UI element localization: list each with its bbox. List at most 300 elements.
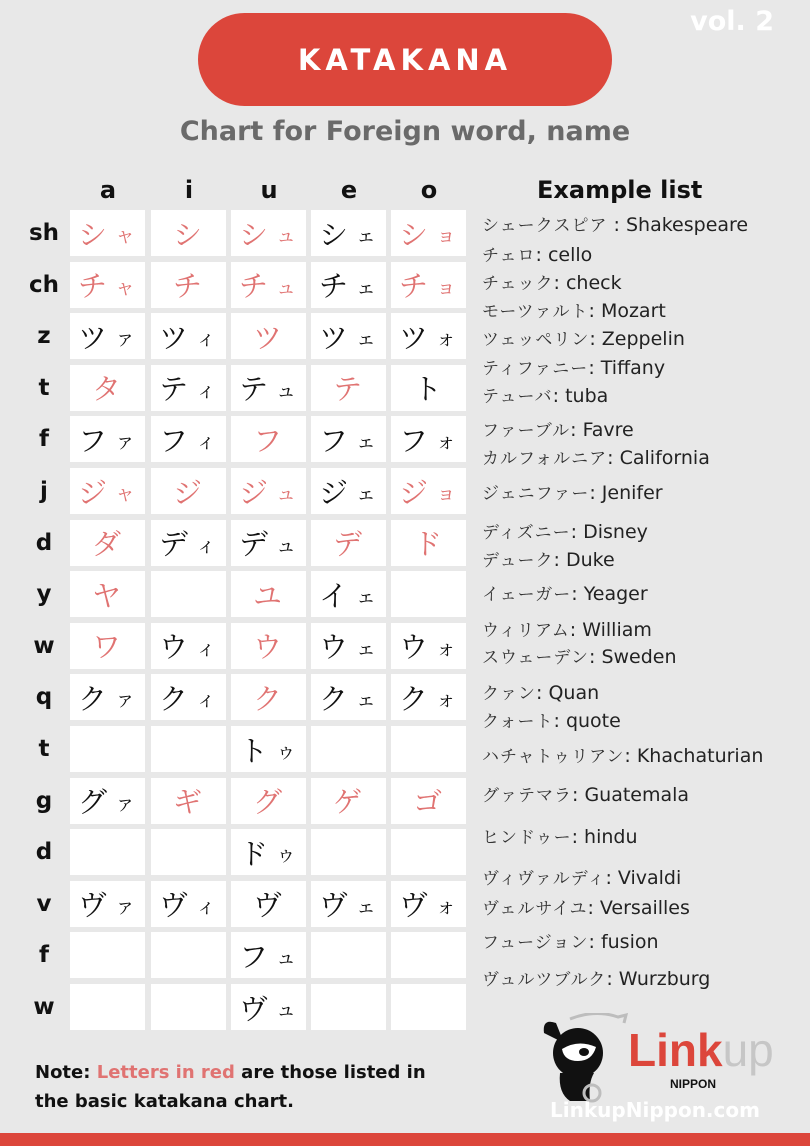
kana-main: ジ bbox=[318, 475, 350, 510]
example-item bbox=[482, 643, 677, 668]
row-header-g: g bbox=[35, 787, 53, 814]
kana-main: ト bbox=[412, 372, 444, 407]
kana-main: フ bbox=[252, 423, 284, 458]
kana-main: テ bbox=[238, 372, 270, 407]
kana-cell bbox=[311, 623, 386, 669]
kana-small: ャ bbox=[115, 481, 137, 505]
example-jp: イェーガー bbox=[482, 585, 572, 605]
example-sep: : bbox=[553, 549, 566, 571]
example-item bbox=[482, 382, 608, 407]
kana-small: ォ bbox=[436, 893, 458, 918]
kana-main: フ bbox=[398, 423, 430, 458]
example-en: quote bbox=[565, 710, 621, 732]
kana-main: ウ bbox=[252, 630, 284, 665]
kana-cell bbox=[311, 468, 386, 514]
row-header-d: d bbox=[35, 839, 53, 866]
logo-link: Link bbox=[628, 1024, 723, 1076]
kana-main: テ bbox=[332, 372, 364, 407]
kana-main: ツ bbox=[158, 320, 190, 355]
logo-up: up bbox=[722, 1024, 774, 1076]
kana-cell bbox=[151, 262, 226, 308]
example-en: Duke bbox=[565, 549, 615, 571]
website-url: LinkupNippon.com bbox=[550, 1098, 760, 1122]
example-item bbox=[482, 297, 666, 322]
example-item bbox=[482, 864, 681, 889]
kana-cell bbox=[70, 778, 145, 824]
kana-main: タ bbox=[91, 372, 123, 407]
kana-small: ュ bbox=[276, 997, 298, 1021]
kana-main: チ bbox=[172, 269, 204, 304]
kana-small: ァ bbox=[115, 893, 137, 918]
example-item bbox=[482, 928, 659, 953]
kana-main: ゴ bbox=[412, 785, 444, 820]
kana-small: ァ bbox=[115, 687, 137, 712]
kana-main: ウ bbox=[398, 630, 430, 665]
row-header-w: w bbox=[33, 632, 55, 659]
column-header-o: o bbox=[420, 176, 438, 204]
kana-cell bbox=[311, 520, 386, 566]
kana-cell bbox=[70, 468, 145, 514]
kana-main: フ bbox=[77, 423, 109, 458]
example-jp: フュージョン bbox=[482, 933, 589, 953]
page-subtitle: Chart for Foreign word, name bbox=[179, 116, 631, 147]
kana-cell bbox=[231, 416, 306, 462]
kana-cell bbox=[231, 674, 306, 720]
kana-cell bbox=[151, 778, 226, 824]
kana-cell bbox=[391, 984, 466, 1030]
logo-nippon: NIPPON bbox=[670, 1077, 717, 1091]
kana-main: シ bbox=[398, 217, 430, 252]
example-sep: : bbox=[589, 328, 602, 350]
row-header-f: f bbox=[38, 942, 49, 969]
kana-cell bbox=[70, 571, 145, 617]
example-jp: シェークスピア bbox=[482, 216, 608, 236]
example-item bbox=[482, 707, 621, 732]
example-sep: : bbox=[624, 745, 637, 767]
kana-cell bbox=[231, 365, 306, 411]
kana-main: シ bbox=[172, 217, 204, 252]
kana-small: ュ bbox=[276, 945, 298, 970]
kana-small: ェ bbox=[356, 274, 378, 299]
kana-cell bbox=[231, 210, 306, 256]
kana-main: チ bbox=[318, 269, 350, 304]
row-header-q: q bbox=[35, 684, 53, 711]
kana-main: シ bbox=[318, 217, 350, 252]
example-jp: ツェッペリン bbox=[482, 330, 590, 350]
kana-small: ァ bbox=[115, 326, 137, 351]
example-item bbox=[482, 965, 710, 990]
kana-main: チ bbox=[398, 269, 430, 304]
example-en: Jenifer bbox=[601, 482, 663, 504]
kana-main: デ bbox=[158, 527, 190, 562]
kana-small: ュ bbox=[276, 377, 298, 402]
example-item bbox=[482, 580, 648, 605]
kana-small: ァ bbox=[115, 790, 137, 815]
volume-label: vol. 2 bbox=[690, 6, 774, 37]
kana-cell bbox=[151, 726, 226, 772]
kana-small: ェ bbox=[356, 326, 378, 351]
example-sep: : bbox=[552, 385, 566, 407]
kana-cell bbox=[151, 623, 226, 669]
kana-main: ウ bbox=[158, 630, 190, 665]
example-en: Guatemala bbox=[584, 784, 690, 806]
kana-cell bbox=[391, 520, 466, 566]
column-header-e: e bbox=[340, 176, 358, 204]
kana-cell bbox=[311, 365, 386, 411]
kana-small: ォ bbox=[436, 326, 458, 351]
example-item bbox=[482, 211, 748, 236]
kana-cell bbox=[231, 984, 306, 1030]
row-header-j: j bbox=[40, 478, 48, 504]
kana-small: ェ bbox=[356, 481, 378, 505]
kana-small: ィ bbox=[196, 687, 218, 712]
example-en: Versailles bbox=[599, 897, 690, 919]
kana-cell bbox=[391, 365, 466, 411]
kana-main: グ bbox=[252, 785, 284, 820]
kana-small: ョ bbox=[436, 481, 458, 505]
example-sep: : bbox=[588, 931, 601, 953]
kana-cell bbox=[70, 932, 145, 978]
kana-main: ゲ bbox=[332, 785, 364, 820]
kana-cell bbox=[70, 313, 145, 359]
column-header-i: i bbox=[184, 176, 194, 204]
example-en: Sweden bbox=[601, 646, 677, 668]
kana-main: ヴ bbox=[238, 991, 270, 1026]
example-sep: : bbox=[572, 784, 585, 806]
kana-cell bbox=[311, 984, 386, 1030]
kana-small: ェ bbox=[356, 635, 378, 660]
kana-cell bbox=[391, 829, 466, 875]
example-sep: : bbox=[607, 447, 620, 469]
example-item bbox=[482, 679, 599, 704]
kana-small: ェ bbox=[356, 429, 378, 454]
kana-main: シ bbox=[238, 217, 270, 252]
kana-cell bbox=[311, 674, 386, 720]
kana-cell bbox=[70, 829, 145, 875]
title-banner bbox=[198, 13, 612, 106]
column-header-a: a bbox=[99, 176, 117, 204]
kana-cell bbox=[391, 932, 466, 978]
example-jp: スウェーデン bbox=[482, 648, 589, 668]
kana-main: ジ bbox=[398, 475, 430, 510]
kana-cell bbox=[151, 829, 226, 875]
kana-cell bbox=[70, 623, 145, 669]
example-item bbox=[482, 616, 652, 641]
example-en: Shakespeare bbox=[625, 214, 749, 236]
kana-cell bbox=[151, 571, 226, 617]
kana-main: ク bbox=[158, 681, 190, 716]
kana-cell bbox=[231, 829, 306, 875]
kana-cell bbox=[231, 726, 306, 772]
example-sep: : bbox=[553, 710, 566, 732]
kana-cell bbox=[391, 468, 466, 514]
example-jp: ヴュルツブルク bbox=[482, 970, 607, 990]
example-en: California bbox=[619, 447, 710, 469]
example-sep: : bbox=[569, 619, 583, 641]
example-en: Favre bbox=[582, 419, 634, 441]
example-jp: チェロ bbox=[482, 246, 536, 266]
row-header-w: w bbox=[33, 994, 55, 1020]
example-en: fusion bbox=[600, 931, 659, 953]
example-sep: : bbox=[535, 244, 548, 266]
column-header-u: u bbox=[260, 176, 278, 204]
example-sep: : bbox=[589, 482, 602, 504]
kana-small: ィ bbox=[196, 532, 218, 557]
kana-cell bbox=[231, 623, 306, 669]
kana-cell bbox=[311, 778, 386, 824]
example-jp: ファーブル bbox=[482, 421, 571, 441]
kana-main: フ bbox=[238, 939, 270, 974]
kana-cell bbox=[391, 571, 466, 617]
kana-cell bbox=[311, 881, 386, 927]
kana-main: ウ bbox=[318, 630, 350, 665]
kana-small: ュ bbox=[276, 532, 298, 557]
kana-main: ギ bbox=[172, 785, 204, 820]
kana-main: ヴ bbox=[318, 888, 350, 923]
kana-cell bbox=[391, 313, 466, 359]
kana-small: ェ bbox=[356, 893, 378, 918]
example-en: hindu bbox=[584, 826, 638, 848]
kana-cell bbox=[70, 365, 145, 411]
kana-main: ク bbox=[318, 681, 350, 716]
row-header-d: d bbox=[35, 529, 53, 556]
example-jp: ウィリアム bbox=[482, 621, 570, 641]
row-header-t: t bbox=[38, 736, 50, 762]
example-sep: : bbox=[607, 214, 626, 236]
kana-cell bbox=[311, 571, 386, 617]
example-item bbox=[482, 479, 663, 504]
kana-small: ュ bbox=[276, 274, 298, 299]
example-jp: チェック bbox=[482, 274, 554, 294]
kana-main: イ bbox=[318, 578, 350, 613]
kana-main: ヴ bbox=[398, 888, 430, 923]
kana-cell bbox=[151, 365, 226, 411]
kana-main: ツ bbox=[398, 320, 430, 355]
example-sep: : bbox=[553, 272, 566, 294]
row-header-t: t bbox=[38, 374, 50, 401]
kana-main: ユ bbox=[252, 578, 284, 613]
kana-small: ォ bbox=[436, 635, 458, 660]
example-jp: カルフォルニア bbox=[482, 449, 608, 469]
example-sep: : bbox=[570, 521, 584, 543]
example-jp: クォート bbox=[482, 712, 554, 732]
example-jp: モーツァルト bbox=[482, 302, 589, 322]
kana-small: ャ bbox=[115, 223, 137, 247]
kana-small: ェ bbox=[356, 687, 378, 712]
kana-small: ィ bbox=[196, 429, 218, 454]
kana-main: ヤ bbox=[91, 578, 123, 613]
example-list-title: Example list bbox=[537, 176, 703, 204]
kana-main: フ bbox=[158, 423, 190, 458]
kana-main: ツ bbox=[318, 320, 350, 355]
example-en: Yeager bbox=[583, 583, 648, 605]
example-jp: テューバ bbox=[482, 387, 553, 407]
kana-main: ヴ bbox=[252, 888, 284, 923]
kana-main: ジ bbox=[172, 475, 204, 510]
kana-cell bbox=[151, 210, 226, 256]
example-jp: ジェニファー bbox=[482, 484, 590, 504]
kana-main: ジ bbox=[238, 475, 270, 510]
kana-main: ヴ bbox=[77, 888, 109, 923]
kana-cell bbox=[391, 210, 466, 256]
logo-wordmark bbox=[628, 1024, 774, 1076]
kana-small: ュ bbox=[276, 481, 298, 505]
kana-main: ド bbox=[238, 836, 270, 871]
kana-main: テ bbox=[158, 372, 190, 407]
kana-cell bbox=[231, 262, 306, 308]
kana-small: ォ bbox=[436, 687, 458, 712]
example-en: Disney bbox=[583, 521, 648, 543]
kana-main: ワ bbox=[91, 630, 123, 665]
kana-cell bbox=[151, 416, 226, 462]
kana-cell bbox=[70, 416, 145, 462]
example-en: cello bbox=[547, 244, 593, 266]
kana-main: ク bbox=[77, 681, 109, 716]
kana-cell bbox=[151, 932, 226, 978]
kana-main: ク bbox=[398, 681, 430, 716]
kana-cell bbox=[231, 571, 306, 617]
note bbox=[35, 1058, 465, 1116]
example-jp: ヴェルサイユ bbox=[482, 899, 588, 919]
kana-cell bbox=[151, 674, 226, 720]
kana-main: ド bbox=[412, 527, 444, 562]
row-header-y: y bbox=[36, 581, 52, 608]
example-item bbox=[482, 518, 648, 543]
kana-cell bbox=[151, 468, 226, 514]
kana-small: ィ bbox=[196, 377, 218, 402]
example-en: Mozart bbox=[600, 300, 666, 322]
kana-cell bbox=[311, 262, 386, 308]
kana-cell bbox=[151, 520, 226, 566]
kana-main: ヴ bbox=[158, 888, 190, 923]
kana-small: ュ bbox=[276, 223, 298, 247]
example-en: Zeppelin bbox=[601, 328, 685, 350]
kana-cell bbox=[391, 726, 466, 772]
example-item bbox=[482, 269, 622, 294]
kana-main: チ bbox=[238, 269, 270, 304]
example-sep: : bbox=[588, 646, 602, 668]
kana-cell bbox=[311, 416, 386, 462]
kana-small: ゥ bbox=[276, 842, 298, 867]
kana-cell bbox=[70, 984, 145, 1030]
note-suffix: are those listed in the basic katakana chart. bbox=[35, 1062, 426, 1112]
example-item bbox=[482, 781, 689, 806]
kana-cell bbox=[391, 778, 466, 824]
example-sep: : bbox=[606, 968, 619, 990]
kana-main: ト bbox=[238, 733, 270, 768]
kana-main: ジ bbox=[77, 475, 109, 510]
kana-cell bbox=[151, 881, 226, 927]
kana-small: ェ bbox=[356, 584, 378, 609]
example-jp: ティファニー bbox=[482, 359, 589, 379]
kana-main: デ bbox=[238, 527, 270, 562]
kana-cell bbox=[391, 881, 466, 927]
example-en: tuba bbox=[565, 385, 609, 407]
example-en: Tiffany bbox=[600, 357, 666, 379]
kana-main: デ bbox=[332, 527, 364, 562]
kana-cell bbox=[151, 313, 226, 359]
example-item bbox=[482, 742, 763, 767]
kana-cell bbox=[70, 520, 145, 566]
row-header-sh: sh bbox=[28, 220, 60, 246]
kana-small: ォ bbox=[436, 429, 458, 454]
kana-small: ャ bbox=[115, 274, 137, 299]
kana-main: ダ bbox=[91, 527, 123, 562]
kana-small: ィ bbox=[196, 635, 218, 660]
kana-small: ゥ bbox=[276, 739, 298, 763]
kana-cell bbox=[70, 262, 145, 308]
example-en: Khachaturian bbox=[636, 745, 764, 767]
example-sep: : bbox=[536, 682, 549, 704]
kana-small: ァ bbox=[115, 429, 137, 454]
example-item bbox=[482, 546, 615, 571]
example-sep: : bbox=[570, 419, 583, 441]
example-sep: : bbox=[588, 357, 601, 379]
kana-cell bbox=[231, 468, 306, 514]
kana-cell bbox=[151, 984, 226, 1030]
kana-small: ョ bbox=[436, 274, 458, 299]
kana-cell bbox=[311, 210, 386, 256]
row-header-z: z bbox=[37, 323, 51, 350]
kana-main: ツ bbox=[77, 320, 109, 355]
note-highlight: Letters in red bbox=[96, 1062, 235, 1083]
row-header-ch: ch bbox=[28, 271, 59, 298]
example-jp: クァン bbox=[482, 684, 536, 704]
example-sep: : bbox=[605, 867, 618, 889]
kana-cell bbox=[70, 881, 145, 927]
example-en: William bbox=[582, 619, 652, 641]
kana-main: ク bbox=[252, 681, 284, 716]
note-prefix: Note: bbox=[35, 1062, 97, 1083]
example-jp: ヒンドゥー bbox=[482, 828, 572, 848]
ninja-mascot-icon bbox=[540, 1013, 630, 1108]
kana-cell bbox=[231, 881, 306, 927]
kana-cell bbox=[70, 726, 145, 772]
kana-main: シ bbox=[77, 217, 109, 252]
kana-cell bbox=[311, 829, 386, 875]
kana-cell bbox=[231, 778, 306, 824]
example-sep: : bbox=[587, 897, 600, 919]
kana-cell bbox=[311, 313, 386, 359]
example-item bbox=[482, 823, 638, 848]
example-item bbox=[482, 325, 685, 350]
example-jp: ヴィヴァルディ bbox=[482, 869, 606, 889]
row-header-v: v bbox=[36, 890, 52, 917]
kana-small: ョ bbox=[436, 223, 458, 247]
kana-cell bbox=[391, 674, 466, 720]
kana-main: フ bbox=[318, 423, 350, 458]
example-item bbox=[482, 894, 690, 919]
kana-cell bbox=[311, 932, 386, 978]
kana-cell bbox=[231, 520, 306, 566]
kana-cell bbox=[391, 416, 466, 462]
example-en: check bbox=[565, 272, 622, 294]
kana-main: チ bbox=[77, 269, 109, 304]
example-jp: デューク bbox=[482, 551, 554, 571]
kana-main: グ bbox=[77, 785, 109, 820]
example-sep: : bbox=[588, 300, 601, 322]
kana-main: ツ bbox=[252, 320, 284, 355]
example-item bbox=[482, 416, 634, 441]
example-sep: : bbox=[571, 583, 584, 605]
kana-small: ェ bbox=[356, 223, 378, 247]
kana-cell bbox=[70, 674, 145, 720]
kana-cell bbox=[391, 623, 466, 669]
kana-cell bbox=[391, 262, 466, 308]
bottom-bar bbox=[0, 1133, 810, 1146]
kana-cell bbox=[70, 210, 145, 256]
example-jp: ハチャトゥリアン bbox=[482, 747, 625, 767]
